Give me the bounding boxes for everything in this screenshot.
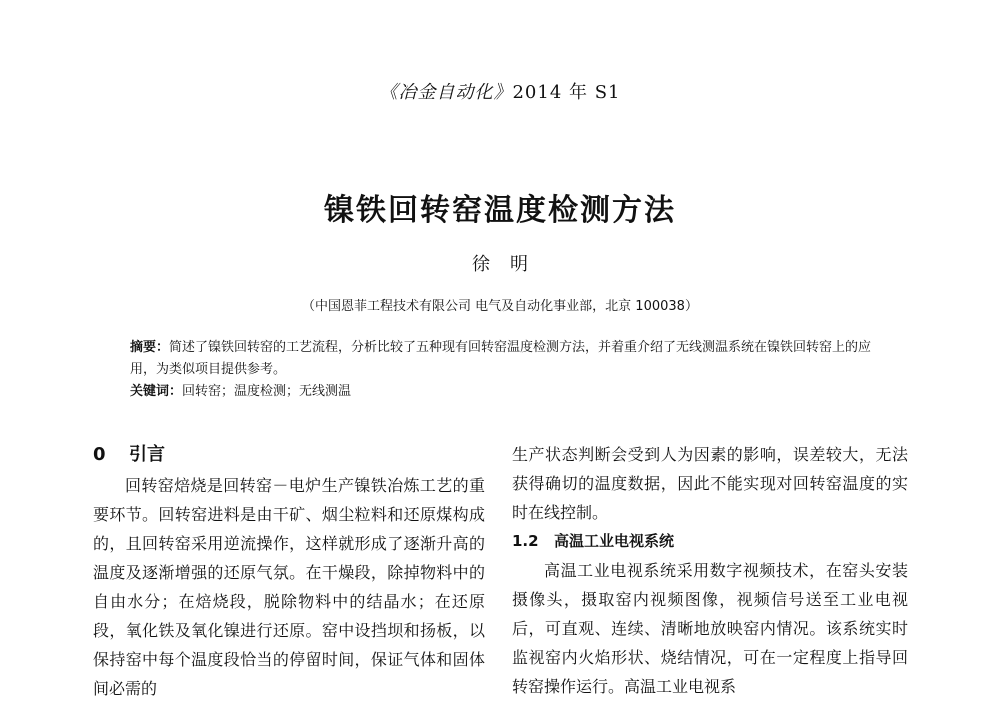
subsection-title: 高温工业电视系统 — [554, 532, 675, 550]
keywords-text: 回转窑；温度检测；无线测温 — [182, 384, 352, 399]
abstract-text: 简述了镍铁回转窑的工艺流程，分析比较了五种现有回转窑温度检测方法，并着重介绍了无线测温系统在镍铁回转窑上的应用，为类似项目提供参考。 — [130, 340, 872, 377]
keywords — [130, 381, 890, 403]
keywords-label: 关键词： — [130, 384, 183, 399]
journal-header — [0, 78, 1000, 104]
right-column — [512, 440, 908, 701]
abstract-label: 摘要： — [130, 340, 170, 355]
continued-paragraph: 生产状态判断会受到人为因素的影响，误差较大，无法获得确切的温度数据，因此不能实现对回转窑温度的实时在线控制。 — [512, 445, 908, 522]
section-number: 0 — [93, 444, 106, 465]
journal-name: 《冶金自动化》 — [379, 82, 513, 103]
abstract — [130, 337, 890, 381]
subsection-number: 1.2 — [512, 532, 539, 550]
section-title: 引言 — [129, 444, 165, 465]
subsection-heading — [512, 527, 908, 556]
article-author: 徐明 — [472, 254, 548, 275]
article-title: 镍铁回转窑温度检测方法 — [324, 193, 676, 228]
article-affiliation: （中国恩菲工程技术有限公司 电气及自动化事业部，北京 100038） — [302, 299, 698, 314]
intro-paragraph: 回转窑焙烧是回转窑－电炉生产镍铁冶炼工艺的重要环节。回转窑进料是由干矿、烟尘粒料和还原煤构成的，且回转窑采用逆流操作，这样就形成了逐渐升高的温度及逐渐增强的还原气氛。在干燥段，除掉物料中的自由水分；在焙烧段，脱除物料中的结晶水；在还原段，氧化铁及氧化镍进行还原。窑中设挡坝和扬板，以保持窑中每个温度段恰当的停留时间，保证气体和固体间必需的 — [93, 476, 485, 698]
left-column — [93, 440, 485, 703]
journal-issue: 2014 年 S1 — [512, 82, 621, 103]
abstract-block — [130, 337, 890, 403]
section-heading — [93, 440, 485, 469]
subsection-paragraph: 高温工业电视系统采用数字视频技术，在窑头安装摄像头，摄取窑内视频图像，视频信号送至工业电视后，可直观、连续、清晰地放映窑内情况。该系统实时监视窑内火焰形状、烧结情况，可在一定程度上指导回转窑操作运行。高温工业电视系 — [512, 561, 908, 696]
